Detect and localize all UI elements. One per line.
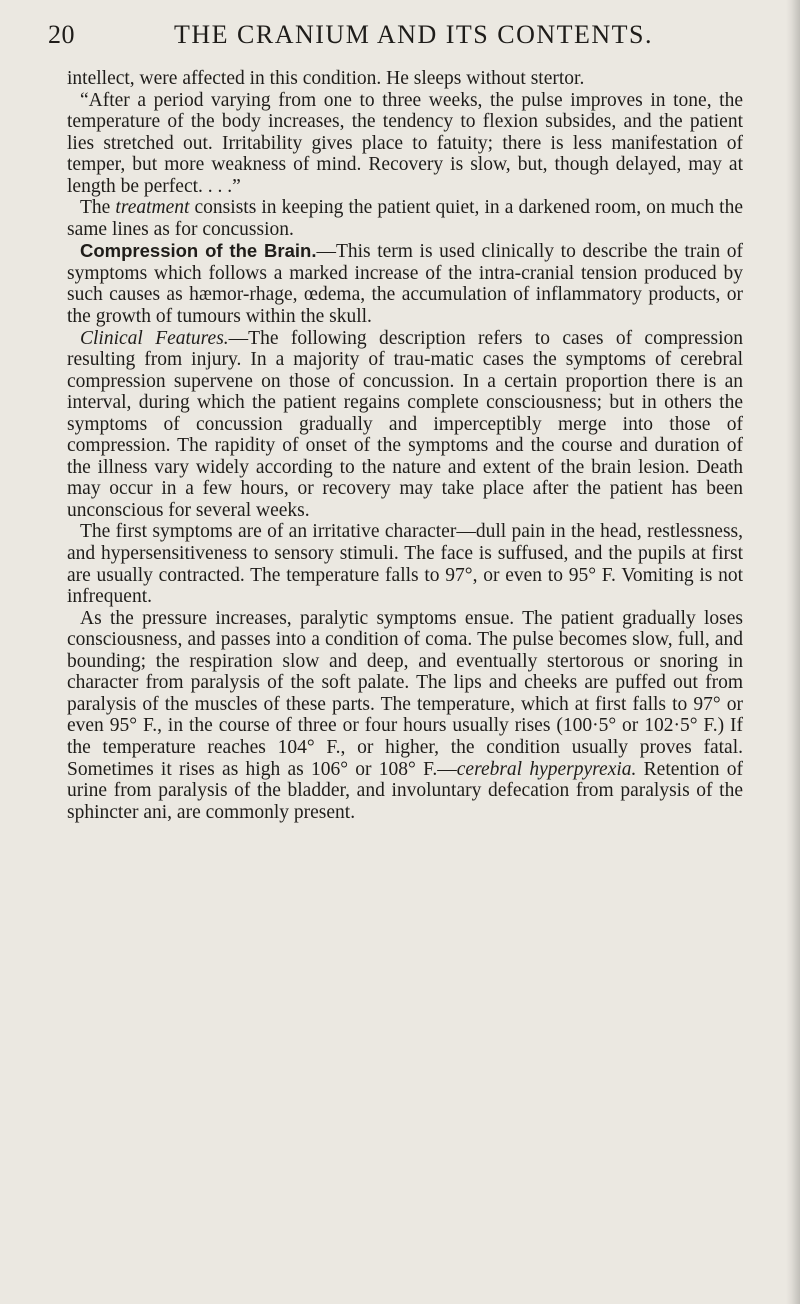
clinical-features-rest: —The following description refers to cases of compression resulting from injury. In a majority of trau-matic cases the symptoms of cerebral compression supervene on those of concussion. In a certain proportion there is an interval, during which the patient regains complete consciousness; but in others the symptoms of concussion gradually and imperceptibly merge into those of compression. The rapidity of onset of the symptoms and the course and duration of the illness vary widely according to the nature and extent of the brain lesion. Death may occur in a few hours, or recovery may take place after the patient has been unconscious for several weeks.	[67, 327, 743, 521]
paragraph-quotation: “After a period varying from one to three weeks, the pulse improves in tone, the temperature of the body increases, the tendency to flexion subsides, and the patient lies stretched out. Irritability gives place to fatuity; there is less manifestation of temper, but more weakness of mind. Recovery is slow, but, though delayed, may at length be perfect. . . .”	[67, 89, 743, 197]
paragraph-clinical-features	[67, 328, 743, 522]
page-edge-shadow	[786, 0, 800, 1304]
compression-rest: —This term is used clinically to describe the train of symptoms which follows a marked increase of the intra-cranial tension produced by such causes as hæmor-rhage, œdema, the accumulation of inflammatory products, or the growth of tumours within the skull.	[67, 241, 743, 328]
pressure-lead: As the pressure increases, paralytic symptoms ensue. The patient gradually loses consciousness, and passes into a condition of coma. The pulse becomes slow, full, and bounding; the respiration slow and deep, and eventually stertorous or snoring in character from paralysis of the soft palate. The lips and cheeks are puffed out from paralysis of the muscles of these parts. The temperature, which at first falls to 97° or even 95° F., in the course of three or four hours usually rises (100·5° or 102·5° F.) If the temperature reaches 104° F., or higher, the condition usually proves fatal. Sometimes it rises as high as 106° or 108° F.—	[67, 607, 743, 780]
paragraph-first-symptoms: The first symptoms are of an irritative character—dull pain in the head, restlessness, and hypersensitiveness to sensory stimuli. The face is suffused, and the pupils at first are usually contracted. The temperature falls to 97°, or even to 95° F. Vomiting is not infrequent.	[67, 521, 743, 608]
paragraph-pressure	[67, 608, 743, 823]
treatment-lead: The	[80, 197, 116, 219]
body-text	[67, 68, 743, 823]
running-title: THE CRANIUM AND ITS CONTENTS.	[174, 20, 653, 49]
pressure-rest: Retention of urine from paralysis of the bladder, and involuntary defecation from paralysis of the sphincter ani, are commonly present.	[67, 758, 743, 823]
paragraph-compression	[67, 240, 743, 327]
treatment-rest: consists in keeping the patient quiet, in a darkened room, on much the same lines as for concussion.	[67, 197, 743, 240]
clinical-features-heading: Clinical Features.	[80, 327, 229, 349]
treatment-italic: treatment	[115, 197, 190, 219]
running-head	[48, 20, 748, 56]
hyperpyrexia-italic: cerebral hyperpyrexia.	[456, 758, 637, 780]
paragraph-continuation: intellect, were affected in this condition. He sleeps without stertor.	[67, 68, 585, 89]
section-heading-compression: Compression of the Brain.	[80, 240, 317, 262]
paragraph-treatment	[67, 197, 743, 240]
page-number: 20	[48, 20, 75, 49]
